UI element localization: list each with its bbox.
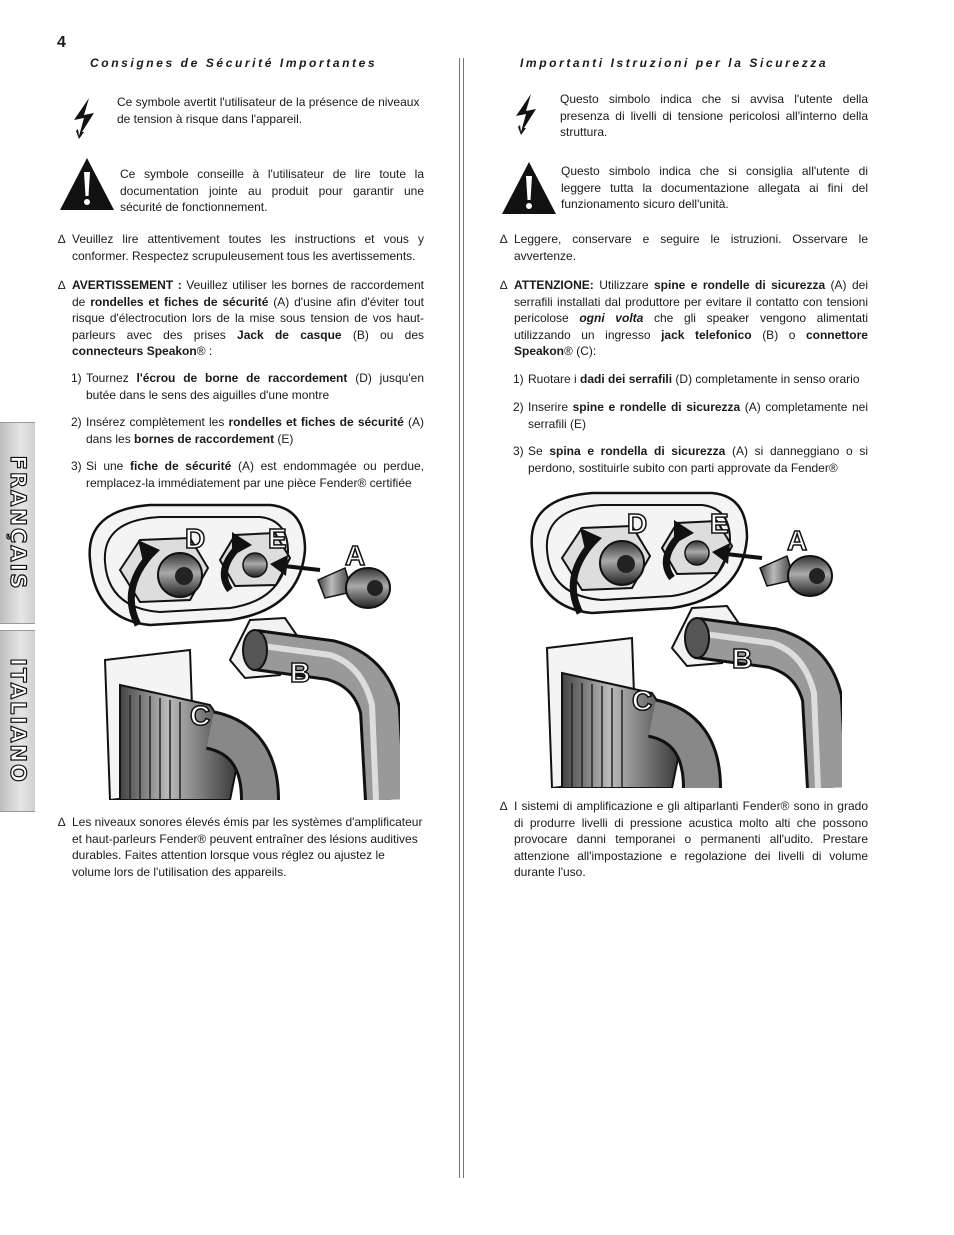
- side-tab-label: ITALIANO: [5, 658, 30, 784]
- label-c: C: [632, 685, 653, 716]
- label-d: D: [627, 508, 648, 539]
- section-title: Importanti Istruzioni per la Sicurezza: [520, 56, 829, 70]
- warning-exclamation-icon: [58, 156, 116, 212]
- side-tab-label: FRANÇAIS: [5, 455, 30, 591]
- exclamation-description: Ce symbole conseille à l'utilisateur de lire toute la documentation jointe au produit pour garantir une sécurité de fonctionnement.: [120, 167, 424, 214]
- step-1: 1) Ruotare i dadi dei serrafili (D) completamente in senso orario: [513, 372, 860, 386]
- label-d: D: [185, 523, 206, 554]
- label-a: A: [345, 540, 366, 571]
- step-3: 3) Se spina e rondella di sicurezza (A) si danneggiano o si perdono, sostituirle subito con parti approvate da Fender®: [513, 444, 869, 475]
- bullet-hearing-warning: ∆ I sistemi di amplificazione e gli altiparlanti Fender® sono in grado di produrre livelli di pressione acustica molto alti che possono provocare danni temporanei o permanenti all'udito. Prestare attenzione all'impostazione e regolazione dei livelli di volume durante l'uso.: [500, 799, 868, 879]
- step-2: 2) Insérez complètement les rondelles et fiches de sécurité (A) dans les bornes de raccordement (E): [71, 415, 424, 446]
- label-b: B: [290, 657, 311, 688]
- bullet-warning: ∆ AVERTISSEMENT : Veuillez utiliser les bornes de raccordement de rondelles et fiches de sécurité (A) d'usine afin d'éviter tout risque d'électrocution lors de la mise sous tension de vos haut-parleurs avec des prises Jack de casque (B) ou des connecteurs Speakon® :: [58, 278, 424, 358]
- binding-post-illustration: [522, 488, 842, 788]
- label-e: E: [268, 523, 287, 554]
- step-2: 2) Inserire spine e rondelle di sicurezza (A) completamente nei serrafili (E): [513, 400, 868, 431]
- lightning-description: Ce symbole avertit l'utilisateur de la présence de niveaux de tension à risque dans l'appareil.: [117, 95, 420, 126]
- label-c: C: [190, 700, 211, 731]
- bullet-read-instructions: ∆ Leggere, conservare e seguire le istruzioni. Osservare le avvertenze.: [500, 232, 868, 263]
- warning-label: ATTENZIONE:: [514, 278, 594, 292]
- label-e: E: [710, 508, 729, 539]
- bullet-text: Veuillez lire attentivement toutes les instructions et vous y conformer. Respectez scrupuleusement tous les avertissements.: [72, 232, 424, 263]
- step-3: 3) Si une fiche de sécurité (A) est endommagée ou perdue, remplacez-la immédiatement par une pièce Fender® certifiée: [71, 459, 424, 490]
- column-divider: [459, 58, 464, 1178]
- lightning-icon: [512, 92, 544, 136]
- binding-post-illustration: [80, 500, 400, 800]
- warning-label: AVERTISSEMENT :: [72, 278, 182, 292]
- page-number: 4: [57, 34, 66, 51]
- side-tab-francais: [0, 422, 35, 624]
- lightning-description: Questo simbolo indica che si avvisa l'utente della presenza di livelli di tensione pericolosi all'interno della struttura.: [560, 92, 868, 139]
- bullet-warning: ∆ ATTENZIONE: Utilizzare spine e rondelle di sicurezza (A) dei serrafili installati dal produttore per evitare il contatto con tensioni pericolose ogni volta che gli speaker vengono alimentati utilizzando un ingresso jack telefonico (B) o connettore Speakon® (C):: [500, 278, 868, 358]
- side-tab-italiano: [0, 630, 35, 812]
- bullet-read-instructions: ∆ Veuillez lire attentivement toutes les instructions et vous y conformer. Respectez scrupuleusement tous les avertissements.: [58, 232, 424, 263]
- lightning-icon: [70, 96, 102, 140]
- label-b: B: [732, 643, 753, 674]
- bullet-text: Leggere, conservare e seguire le istruzioni. Osservare le avvertenze.: [514, 232, 868, 263]
- label-a: A: [787, 525, 808, 556]
- bullet-hearing-warning: ∆ Les niveaux sonores élevés émis par les systèmes d'amplificateur et haut-parleurs Fender® peuvent entraîner des lésions auditives durables. Faites attention lorsque vous réglez ou ajustez le volume lors de l'utilisation des appareils.: [58, 815, 423, 879]
- warning-exclamation-icon: [500, 160, 558, 216]
- section-title: Consignes de Sécurité Importantes: [90, 56, 378, 70]
- step-1: 1) Tournez l'écrou de borne de raccordement (D) jusqu'en butée dans le sens des aiguilles d'une montre: [71, 371, 424, 402]
- exclamation-description: Questo simbolo indica che si consiglia all'utente di leggere tutta la documentazione allegata ai fini del funzionamento sicuro dell'unità.: [561, 164, 868, 211]
